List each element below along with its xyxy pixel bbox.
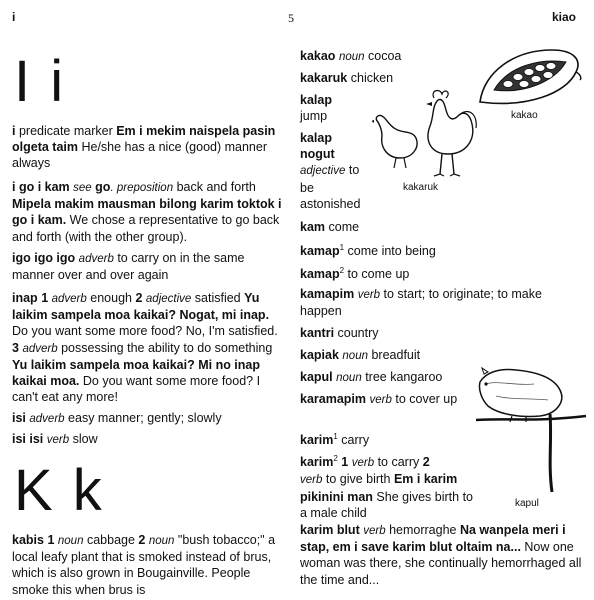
sense-number: 2 bbox=[422, 455, 430, 470]
sense-number: 3 bbox=[12, 340, 19, 355]
headword: karim bbox=[300, 433, 334, 448]
headword: karim bbox=[300, 455, 334, 470]
definition: back and forth bbox=[173, 180, 256, 194]
definition: possessing the ability to do something bbox=[57, 340, 273, 355]
definition: satisfied bbox=[191, 291, 245, 305]
sense-number: 1 bbox=[47, 533, 55, 547]
definition: tree kangaroo bbox=[361, 370, 443, 384]
example: Yu laikim sampela moa kaikai? Nogat, mi inap. bbox=[12, 291, 270, 323]
headword: kapul bbox=[300, 370, 333, 384]
caption-kakao: kakao bbox=[511, 110, 538, 121]
headword: kantri bbox=[300, 326, 335, 340]
definition: astonished bbox=[300, 196, 361, 211]
part-of-speech: verb bbox=[300, 474, 323, 487]
entry-kalap bbox=[300, 92, 380, 124]
header-guide-word-left: i bbox=[12, 10, 16, 24]
section-letter-i: I i bbox=[14, 49, 66, 114]
entry-kabis bbox=[12, 532, 286, 598]
headword: i go i kam bbox=[12, 180, 70, 194]
translation: Do you want some more food? I can't eat any more! bbox=[12, 374, 261, 405]
translation: Now one woman was there, she continually hemorrhaged all the time and... bbox=[300, 540, 582, 587]
homonym-number: 1 bbox=[333, 432, 338, 441]
headword: kakaruk bbox=[300, 71, 348, 85]
headword: inap bbox=[12, 291, 38, 305]
part-of-speech: verb bbox=[351, 457, 375, 470]
headword: karamapim bbox=[300, 392, 367, 406]
headword: kam bbox=[300, 220, 326, 234]
definition: predicate marker bbox=[15, 124, 117, 138]
translation: She gives birth to a male child bbox=[300, 489, 473, 520]
cross-reference[interactable]: go bbox=[95, 180, 111, 194]
definition: jump bbox=[300, 109, 328, 124]
entry-inap bbox=[12, 290, 286, 405]
entry-kam bbox=[300, 219, 359, 235]
definition: to cover up bbox=[391, 392, 458, 406]
headword: karim blut bbox=[300, 523, 360, 537]
entry-karim-blut bbox=[300, 522, 582, 588]
part-of-speech: . preposition bbox=[110, 182, 174, 194]
header-guide-word-right: kiao bbox=[551, 10, 576, 24]
headword: i bbox=[12, 124, 16, 138]
translation: Do you want some more food? No, I'm satisfied. bbox=[12, 324, 278, 339]
part-of-speech: adjective bbox=[145, 293, 192, 305]
headword: kakao bbox=[300, 49, 336, 63]
headword: kabis bbox=[12, 533, 44, 547]
definition: cocoa bbox=[364, 49, 402, 63]
definition: come into being bbox=[344, 244, 436, 259]
entry-karim-1 bbox=[300, 429, 369, 448]
example: Yu laikim sampela moa kaikai? Mi no inap kaikai moa. bbox=[12, 357, 261, 389]
entry-kakaruk bbox=[300, 70, 393, 86]
translation: He/she has a nice (good) manner always bbox=[12, 140, 267, 171]
sense-number: 2 bbox=[135, 291, 143, 305]
entry-i-go-i-kam bbox=[12, 179, 286, 245]
definition: be bbox=[300, 180, 314, 195]
definition: to carry bbox=[374, 455, 423, 470]
example: Na wanpela meri i stap, em i save karim blut oltaim na... bbox=[300, 523, 566, 555]
definition: cabbage bbox=[83, 533, 139, 547]
part-of-speech: noun bbox=[57, 535, 84, 547]
entry-kapul bbox=[300, 369, 442, 386]
headword: isi bbox=[12, 411, 26, 425]
headword: kapiak bbox=[300, 348, 339, 362]
part-of-speech: adverb bbox=[22, 342, 58, 355]
entry-isi bbox=[12, 410, 286, 427]
definition: country bbox=[334, 326, 379, 340]
entry-karim-2 bbox=[300, 451, 475, 521]
part-of-speech: adjective bbox=[300, 165, 346, 178]
definition: "bush tobacco;" a local leafy plant that is smoked instead of brus, which is also grown in Bougainville. People smoke this when brus is bbox=[12, 533, 276, 597]
homonym-number: 2 bbox=[333, 454, 338, 463]
page-number: 5 bbox=[288, 11, 294, 25]
part-of-speech: adverb bbox=[29, 413, 65, 425]
definition: slow bbox=[69, 432, 98, 446]
definition: to come up bbox=[344, 267, 410, 282]
chickens-illustration bbox=[372, 88, 480, 180]
definition: come bbox=[325, 220, 360, 234]
entry-kantri bbox=[300, 325, 379, 341]
headword: kamap bbox=[300, 267, 340, 282]
entry-kapiak bbox=[300, 347, 420, 364]
part-of-speech: noun bbox=[338, 51, 365, 63]
part-of-speech: verb bbox=[363, 525, 386, 537]
caption-kakaruk: kakaruk bbox=[403, 182, 439, 193]
entry-igo-igo-igo bbox=[12, 250, 286, 283]
part-of-speech: adverb bbox=[78, 253, 114, 265]
part-of-speech: verb bbox=[357, 289, 381, 301]
entry-kakao bbox=[300, 48, 401, 65]
caption-kapul: kapul bbox=[515, 498, 539, 509]
example: Mipela makim mausman bilong karim toktok i go i kam. bbox=[12, 197, 282, 228]
headword: isi isi bbox=[12, 432, 44, 446]
example: Em i mekim naispela pasin olgeta taim bbox=[12, 124, 276, 155]
cocoa-pod-illustration bbox=[474, 44, 586, 110]
entry-i bbox=[12, 123, 286, 172]
headword: nogut bbox=[300, 147, 335, 162]
definition: carry bbox=[337, 433, 370, 448]
part-of-speech: noun bbox=[336, 372, 362, 384]
sense-number: 1 bbox=[341, 455, 349, 470]
definition: easy manner; gently; slowly bbox=[64, 411, 222, 425]
tree-kangaroo-illustration bbox=[476, 360, 588, 496]
entry-karamapim bbox=[300, 391, 457, 408]
headword: kalap bbox=[300, 131, 332, 145]
part-of-speech: adverb bbox=[51, 293, 87, 305]
example: Em i karim pikinini man bbox=[300, 472, 458, 504]
headword: igo igo igo bbox=[12, 251, 76, 265]
entry-kamap-2 bbox=[300, 263, 409, 282]
part-of-speech: noun bbox=[342, 350, 368, 362]
homonym-number: 2 bbox=[339, 266, 345, 275]
sense-number: 2 bbox=[138, 533, 146, 547]
definition: to give birth bbox=[322, 472, 394, 487]
see-label: see bbox=[73, 182, 92, 194]
entry-kamapim bbox=[300, 286, 582, 319]
headword: kamap bbox=[300, 244, 340, 259]
part-of-speech: verb bbox=[46, 434, 70, 446]
sense-number: 1 bbox=[41, 291, 49, 305]
entry-kamap-1 bbox=[300, 240, 436, 259]
definition: hemorraghe bbox=[385, 523, 460, 537]
headword: kalap bbox=[300, 93, 332, 107]
definition: to carry on in the same manner over and over again bbox=[12, 251, 245, 283]
definition: breadfuit bbox=[368, 348, 421, 362]
section-letter-k: K k bbox=[14, 458, 104, 523]
headword: kamapim bbox=[300, 287, 355, 301]
definition: chicken bbox=[347, 71, 394, 85]
definition: to bbox=[345, 163, 360, 178]
entry-isi-isi bbox=[12, 431, 286, 448]
part-of-speech: verb bbox=[369, 394, 392, 406]
definition: to start; to originate; to make happen bbox=[300, 287, 542, 319]
translation: We chose a representative to go back and forth (with the other group). bbox=[12, 213, 280, 244]
definition: enough bbox=[86, 291, 136, 305]
homonym-number: 1 bbox=[339, 243, 345, 252]
part-of-speech: noun bbox=[148, 535, 175, 547]
